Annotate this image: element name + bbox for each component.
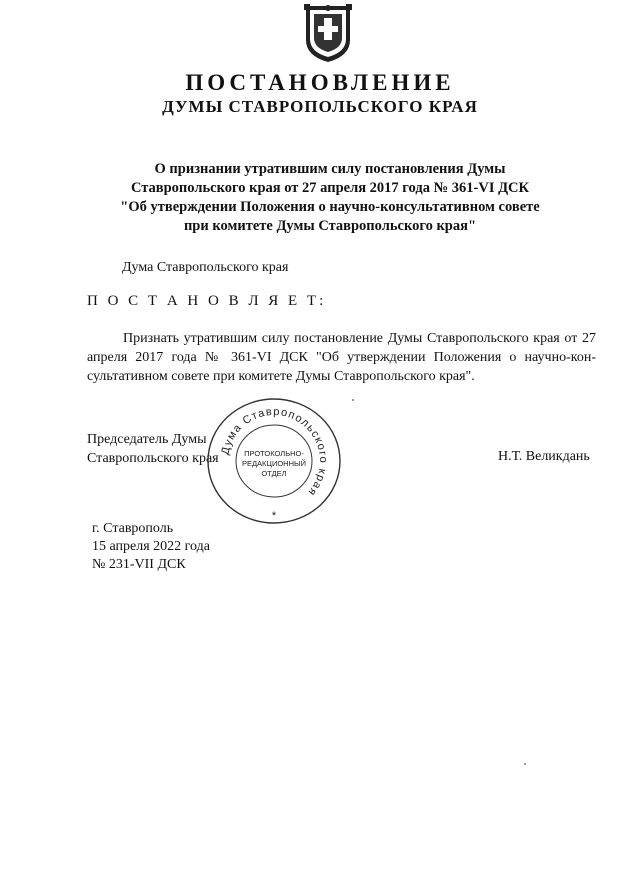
stamp-center-line: РЕДАКЦИОННЫЙ	[241, 459, 307, 468]
signatory-name: Н.Т. Великдань	[498, 449, 590, 464]
stamp-center-line: ОТДЕЛ	[261, 469, 287, 478]
scan-speck	[524, 763, 526, 765]
subject-line: О признании утратившим силу постановления Думы	[154, 161, 506, 177]
paragraph-text: Признать утратившим силу постановление Думы Ставропольского края от 27 апреля 2017 года № 361-VI ДСК "Об утверждении Положения о научно-консультативном совете при комитете Думы Ставропольского края".	[87, 331, 596, 384]
stamp-star: *	[271, 510, 277, 522]
subject-line: "Об утверждении Положения о научно-консультативном совете	[120, 199, 540, 215]
footer-city: г. Ставрополь	[92, 521, 174, 536]
position-line: Председатель Думы	[87, 432, 207, 447]
coat-of-arms-icon	[302, 2, 354, 64]
document-subject	[100, 160, 560, 236]
subject-line: при комитете Думы Ставропольского края"	[183, 218, 477, 234]
decree-word: П О С Т А Н О В Л Я Е Т:	[87, 293, 327, 309]
issuer-text: Дума Ставропольского края	[122, 260, 289, 275]
position-line: Ставропольского края	[87, 451, 219, 466]
stamp-center-line: ПРОТОКОЛЬНО-	[244, 449, 304, 458]
footer-date: 15 апреля 2022 года	[92, 539, 210, 554]
signatory-position	[87, 430, 219, 468]
document-title: ПОСТАНОВЛЕНИЕ	[185, 70, 455, 95]
footer-number: № 231-VII ДСК	[92, 557, 186, 572]
subject-line: Ставропольского края от 27 апреля 2017 года № 361-VI ДСК	[130, 180, 530, 196]
stamp-ring-text: Дума Ставропольского края	[219, 405, 330, 499]
official-stamp	[204, 395, 344, 527]
decree-paragraph	[87, 329, 596, 386]
document-issuer-title: ДУМЫ СТАВРОПОЛЬСКОГО КРАЯ	[162, 97, 478, 116]
scan-speck	[352, 399, 354, 401]
document-footer	[92, 520, 210, 574]
